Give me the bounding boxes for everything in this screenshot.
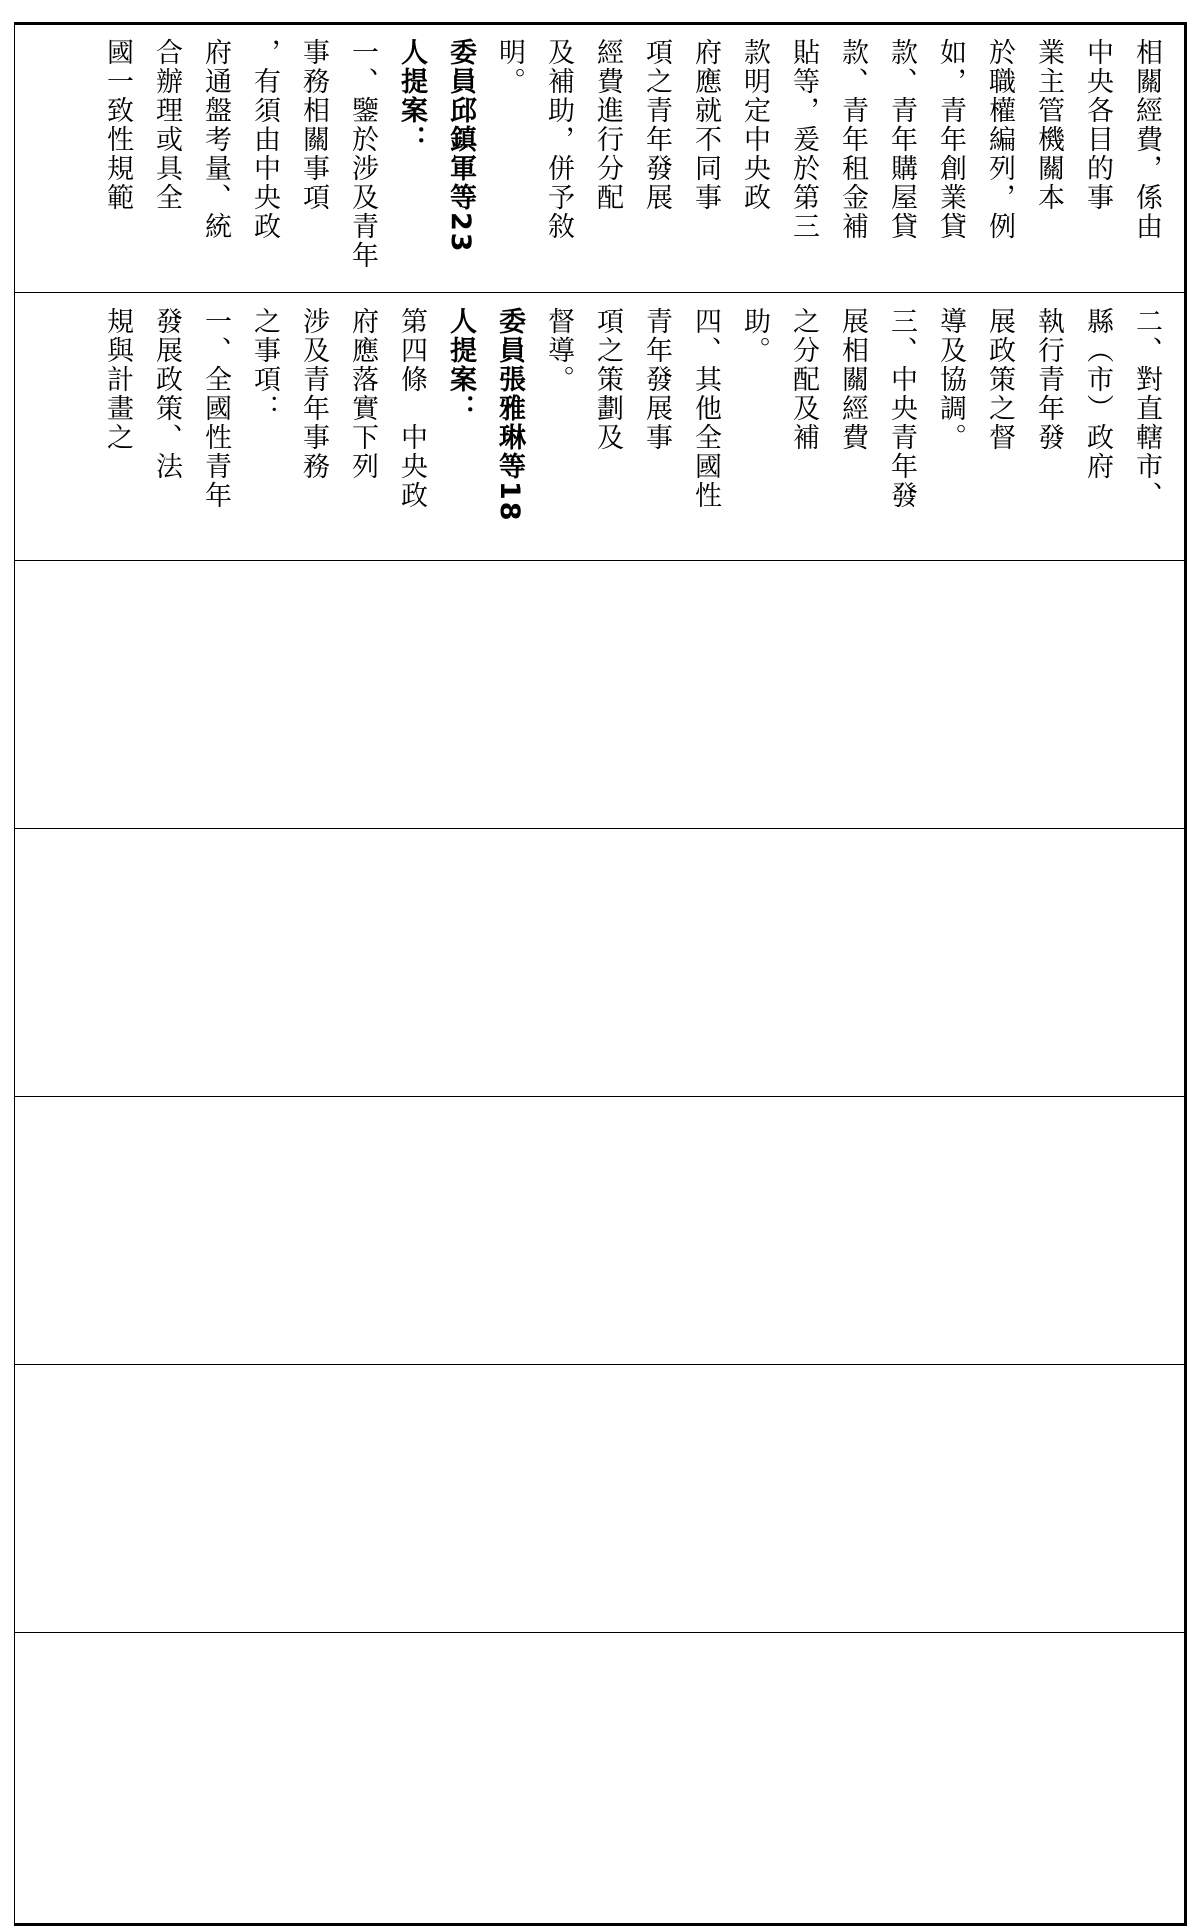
text-column: 一、鑒於涉及青年	[347, 38, 378, 270]
proposer-heading: 委員張雅琳等18	[494, 307, 525, 523]
text-column: ，有須由中央政	[249, 38, 280, 241]
text-column: 款明定中央政	[739, 38, 770, 212]
text-column: 明。	[494, 38, 525, 96]
text-column: 貼等，爰於第三	[788, 38, 819, 241]
text-column: 府應落實下列	[347, 307, 378, 481]
text-column: 及補助，併予敘	[543, 38, 574, 241]
text-column: 項之青年發展	[641, 38, 672, 212]
text-column: 之分配及補	[788, 307, 819, 452]
row-divider-5	[14, 1364, 1187, 1365]
text-column: 第四條 中央政	[396, 307, 427, 510]
text-column: 導及協調。	[935, 307, 966, 452]
text-column: 助。	[739, 307, 770, 365]
text-column: 展相關經費	[837, 307, 868, 452]
text-column: 二、對直轄市、	[1131, 307, 1162, 510]
text-column: 一、全國性青年	[200, 307, 231, 510]
text-column: 之事項：	[249, 307, 280, 423]
text-column: 規與計畫之	[102, 307, 133, 452]
text-column: 如，青年創業貸	[935, 38, 966, 241]
proposal-label: 人提案：	[445, 307, 476, 423]
text-column: 執行青年發	[1033, 307, 1064, 452]
text-column: 項之策劃及	[592, 307, 623, 452]
text-column: 款、青年租金補	[837, 38, 868, 241]
text-column: 青年發展事	[641, 307, 672, 452]
text-column: 國一致性規範	[102, 38, 133, 212]
text-column: 發展政策、法	[151, 307, 182, 481]
text-column: 經費進行分配	[592, 38, 623, 212]
text-column: 業主管機關本	[1033, 38, 1064, 212]
text-column: 於職權編列，例	[984, 38, 1015, 241]
row-divider-6	[14, 1632, 1187, 1633]
text-column: 事務相關事項	[298, 38, 329, 212]
text-column: 合辦理或具全	[151, 38, 182, 212]
proposer-heading: 委員邱鎮軍等23	[445, 38, 476, 254]
row-divider-4	[14, 1096, 1187, 1097]
text-column: 展政策之督	[984, 307, 1015, 452]
text-column: 四、其他全國性	[690, 307, 721, 510]
row-divider-2	[14, 560, 1187, 561]
text-column: 中央各目的事	[1082, 38, 1113, 212]
text-column: 相關經費，係由	[1131, 38, 1162, 241]
text-column: 縣（市）政府	[1082, 307, 1113, 481]
proposal-label: 人提案：	[396, 38, 427, 154]
row-divider-3	[14, 828, 1187, 829]
text-column: 涉及青年事務	[298, 307, 329, 481]
text-column: 府應就不同事	[690, 38, 721, 212]
text-column: 府通盤考量、統	[200, 38, 231, 241]
text-column: 三、中央青年發	[886, 307, 917, 510]
text-column: 款、青年購屋貸	[886, 38, 917, 241]
text-column: 督導。	[543, 307, 574, 394]
row-divider-1	[14, 292, 1187, 293]
